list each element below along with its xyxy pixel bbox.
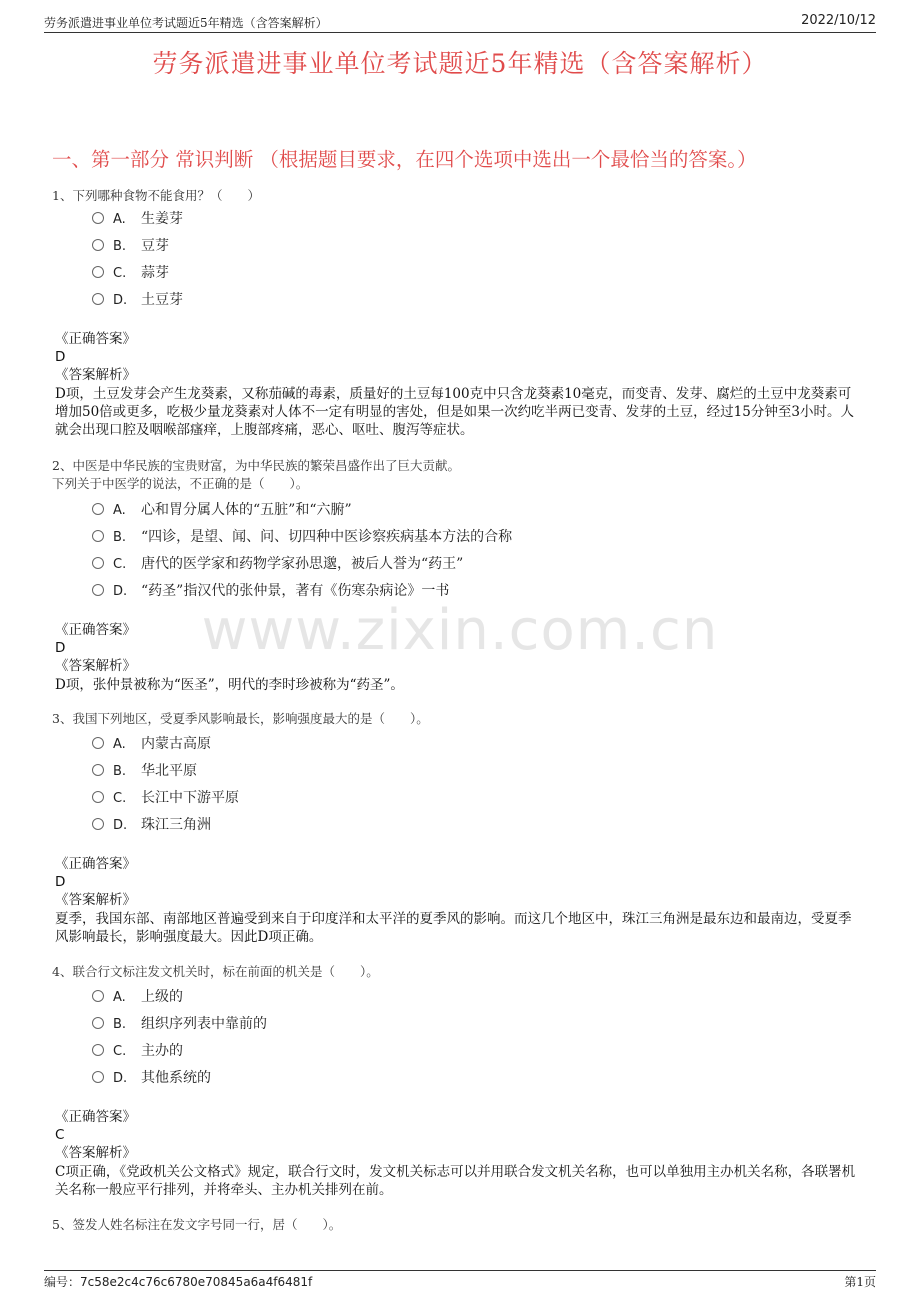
radio-icon[interactable] xyxy=(92,212,104,224)
option-text: 其他系统的 xyxy=(141,1070,211,1086)
answer-explanation: D项，张仲景被称为“医圣”，明代的李时珍被称为“药圣”。 xyxy=(55,677,404,693)
radio-icon[interactable] xyxy=(92,503,104,515)
radio-icon[interactable] xyxy=(92,584,104,596)
option-letter: A. xyxy=(113,990,126,1005)
q2-option-a[interactable] xyxy=(92,499,352,519)
option-letter: C. xyxy=(113,266,127,281)
q4-option-c[interactable] xyxy=(92,1040,183,1060)
section-heading: 一、第一部分 常识判断 （根据题目要求，在四个选项中选出一个最恰当的答案。） xyxy=(52,148,757,171)
q3-option-d[interactable] xyxy=(92,814,211,834)
q1-option-a[interactable] xyxy=(92,208,183,228)
option-letter: C. xyxy=(113,1044,127,1059)
option-letter: D. xyxy=(113,584,128,599)
analysis-label: 《答案解析》 xyxy=(55,367,136,383)
question-line: 2、中医是中华民族的宝贵财富，为中华民族的繁荣昌盛作出了巨大贡献。 xyxy=(52,458,460,473)
page-footer xyxy=(44,1270,876,1289)
option-text: 生姜芽 xyxy=(141,211,183,227)
option-letter: B. xyxy=(113,764,127,779)
correct-answer: D xyxy=(55,640,66,656)
radio-icon[interactable] xyxy=(92,818,104,830)
header-doc-title: 劳务派遣进事业单位考试题近5年精选（含答案解析） xyxy=(44,16,328,30)
page-header xyxy=(44,12,876,33)
question-4-stem xyxy=(52,963,379,981)
option-text: 组织序列表中靠前的 xyxy=(141,1016,267,1032)
option-letter: B. xyxy=(113,530,127,545)
correct-answer-label: 《正确答案》 xyxy=(55,1109,136,1125)
q4-answer-block xyxy=(55,1108,860,1199)
q4-option-a[interactable] xyxy=(92,986,183,1006)
question-line: 下列关于中医学的说法，不正确的是（ ）。 xyxy=(52,476,309,491)
option-letter: C. xyxy=(113,791,127,806)
q3-answer-block xyxy=(55,855,860,946)
radio-icon[interactable] xyxy=(92,990,104,1002)
analysis-label: 《答案解析》 xyxy=(55,892,136,908)
option-letter: D. xyxy=(113,1071,128,1086)
option-text: 土豆芽 xyxy=(141,292,183,308)
radio-icon[interactable] xyxy=(92,1044,104,1056)
radio-icon[interactable] xyxy=(92,293,104,305)
analysis-label: 《答案解析》 xyxy=(55,1145,136,1161)
answer-explanation: D项，土豆发芽会产生龙葵素，又称茄碱的毒素，质量好的土豆每100克中只含龙葵素10毫克，而变青、发芽、腐烂的土豆中龙葵素可增加50倍或更多，吃极少量龙葵素对人体不一定有明显的害处，但是如果一次约吃半两已变青、发芽的土豆，经过15分钟至3小时。人就会出现口腔及咽喉部瘙痒，上腹部疼痛，恶心、呕吐、腹泻等症状。 xyxy=(55,386,854,438)
question-line: 3、我国下列地区，受夏季风影响最长，影响强度最大的是（ ）。 xyxy=(52,711,429,726)
question-line: 1、下列哪种食物不能食用？（ ） xyxy=(52,188,260,203)
question-5-stem xyxy=(52,1216,341,1234)
option-letter: A. xyxy=(113,503,126,518)
watermark: www.zixin.com.cn xyxy=(201,598,719,663)
q4-option-b[interactable] xyxy=(92,1013,267,1033)
question-2-stem xyxy=(52,457,460,493)
option-letter: D. xyxy=(113,293,128,308)
correct-answer: D xyxy=(55,874,66,890)
option-text: “药圣”指汉代的张仲景，著有《伤寒杂病论》一书 xyxy=(141,583,450,599)
q3-option-c[interactable] xyxy=(92,787,239,807)
analysis-label: 《答案解析》 xyxy=(55,658,136,674)
q1-option-b[interactable] xyxy=(92,235,169,255)
radio-icon[interactable] xyxy=(92,266,104,278)
q1-option-c[interactable] xyxy=(92,262,169,282)
option-text: 长江中下游平原 xyxy=(141,790,239,806)
option-letter: D. xyxy=(113,818,128,833)
answer-explanation: C项正确，《党政机关公文格式》规定，联合行文时，发文机关标志可以并用联合发文机关名称，也可以单独用主办机关名称，各联署机关名称一般应平行排列，并将牵头、主办机关排列在前。 xyxy=(55,1164,856,1198)
correct-answer-label: 《正确答案》 xyxy=(55,622,136,638)
q1-option-d[interactable] xyxy=(92,289,183,309)
correct-answer-label: 《正确答案》 xyxy=(55,331,136,347)
q1-answer-block xyxy=(55,330,860,439)
q3-option-a[interactable] xyxy=(92,733,211,753)
radio-icon[interactable] xyxy=(92,1017,104,1029)
correct-answer-label: 《正确答案》 xyxy=(55,856,136,872)
q3-option-b[interactable] xyxy=(92,760,197,780)
option-text: “四诊，是望、闻、问、切四种中医诊察疾病基本方法的合称 xyxy=(141,529,513,545)
correct-answer: C xyxy=(55,1127,65,1143)
radio-icon[interactable] xyxy=(92,737,104,749)
q2-option-d[interactable] xyxy=(92,580,449,600)
option-text: 主办的 xyxy=(141,1043,183,1059)
radio-icon[interactable] xyxy=(92,791,104,803)
correct-answer: D xyxy=(55,349,66,365)
header-date: 2022/10/12 xyxy=(801,13,876,28)
option-text: 蒜芽 xyxy=(141,265,169,281)
q2-option-c[interactable] xyxy=(92,553,463,573)
option-letter: B. xyxy=(113,239,127,254)
radio-icon[interactable] xyxy=(92,764,104,776)
radio-icon[interactable] xyxy=(92,557,104,569)
question-3-stem xyxy=(52,710,429,728)
question-line: 4、联合行文标注发文机关时，标在前面的机关是（ ）。 xyxy=(52,964,379,979)
option-text: 豆芽 xyxy=(141,238,169,254)
question-line: 5、签发人姓名标注在发文字号同一行，居（ ）。 xyxy=(52,1217,342,1232)
radio-icon[interactable] xyxy=(92,530,104,542)
radio-icon[interactable] xyxy=(92,1071,104,1083)
page-number: 第1页 xyxy=(844,1275,876,1289)
document-title: 劳务派遣进事业单位考试题近5年精选（含答案解析） xyxy=(152,49,768,78)
question-1-stem xyxy=(52,187,260,205)
q2-answer-block xyxy=(55,621,860,694)
option-letter: A. xyxy=(113,737,126,752)
answer-explanation: 夏季，我国东部、南部地区普遍受到来自于印度洋和太平洋的夏季风的影响。而这几个地区中，珠江三角洲是最东边和最南边，受夏季风影响最长，影响强度最大。因此D项正确。 xyxy=(55,911,852,945)
option-text: 唐代的医学家和药物学家孙思邈，被后人誉为“药王” xyxy=(141,556,464,572)
option-text: 上级的 xyxy=(141,989,183,1005)
document-code: 编号：7c58e2c4c76c6780e70845a6a4f6481f xyxy=(44,1275,313,1289)
option-text: 珠江三角洲 xyxy=(141,817,211,833)
q2-option-b[interactable] xyxy=(92,526,512,546)
option-text: 内蒙古高原 xyxy=(141,736,211,752)
option-letter: B. xyxy=(113,1017,127,1032)
radio-icon[interactable] xyxy=(92,239,104,251)
option-text: 华北平原 xyxy=(141,763,197,779)
option-letter: C. xyxy=(113,557,127,572)
option-letter: A. xyxy=(113,212,126,227)
option-text: 心和胃分属人体的“五脏”和“六腑” xyxy=(141,502,352,518)
q4-option-d[interactable] xyxy=(92,1067,211,1087)
